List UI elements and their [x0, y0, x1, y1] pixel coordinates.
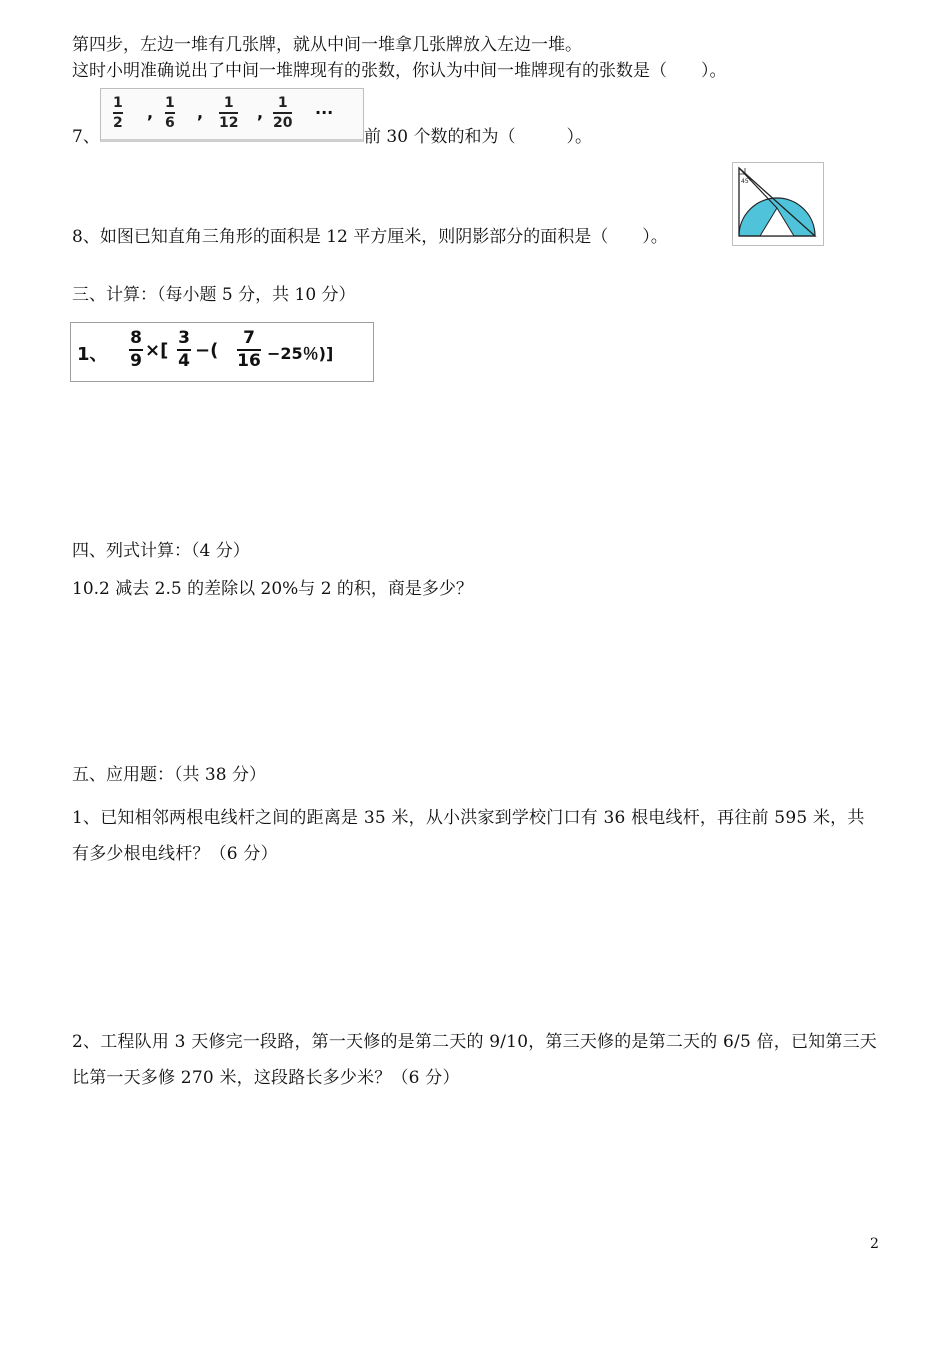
q7-text: 前 30 个数的和为（ ）。: [364, 127, 592, 147]
section5-problem1: 1、已知相邻两根电线杆之间的距离是 35 米，从小洪家到学校门口有 36 根电线杆，再往前 595 米，共有多少根电线杆？（6 分）: [72, 808, 865, 864]
section3-title: 三、计算：（每小题 5 分，共 10 分）: [72, 285, 356, 305]
sequence-separator: ,: [257, 103, 264, 122]
expr-minus-open: −(: [195, 340, 219, 361]
expr-fraction: 7 16: [237, 328, 261, 371]
section4-problem: 10.2 减去 2.5 的差除以 20%与 2 的积，商是多少？: [72, 579, 473, 599]
intro-step4: 第四步，左边一堆有几张牌，就从中间一堆拿几张牌放入左边一堆。: [72, 35, 582, 55]
intro-question: 这时小明准确说出了中间一堆牌现有的张数，你认为中间一堆牌现有的张数是（ ）。: [72, 61, 727, 81]
sequence-separator: ,: [197, 103, 204, 122]
section5-title: 五、应用题：（共 38 分）: [72, 765, 266, 785]
page-number: 2: [870, 1236, 879, 1252]
section5-problem2: 2、工程队用 3 天修完一段路，第一天修的是第二天的 9/10，第三天修的是第二天的 6/5 倍，已知第三天比第一天多修 270 米，这段路长多少米？（6 分）: [72, 1032, 877, 1088]
q7-number: 7、: [72, 127, 100, 147]
expr-times: ×[: [145, 340, 169, 361]
fraction-sequence-image: [100, 88, 364, 142]
q8-text: 8、如图已知直角三角形的面积是 12 平方厘米，则阴影部分的面积是（ ）。: [72, 227, 668, 247]
calc-expression-image: [70, 322, 374, 382]
expr-index: 1、: [77, 344, 108, 365]
expr-fraction: 3 4: [178, 328, 190, 371]
sequence-fraction: 1 12: [219, 95, 239, 131]
triangle-semicircle-figure: [732, 162, 824, 246]
sequence-separator: ,: [147, 103, 154, 122]
section4-title: 四、列式计算：（4 分）: [72, 541, 250, 561]
angle-label: 45°: [741, 178, 752, 185]
sequence-fraction: 1 6: [165, 95, 175, 131]
expr-tail: −25％)]: [267, 344, 334, 363]
sequence-ellipsis: ···: [315, 103, 334, 122]
expr-fraction: 8 9: [130, 328, 142, 371]
geometry-diagram: [733, 163, 823, 245]
sequence-fraction: 1 2: [113, 95, 123, 131]
sequence-fraction: 1 20: [273, 95, 293, 131]
